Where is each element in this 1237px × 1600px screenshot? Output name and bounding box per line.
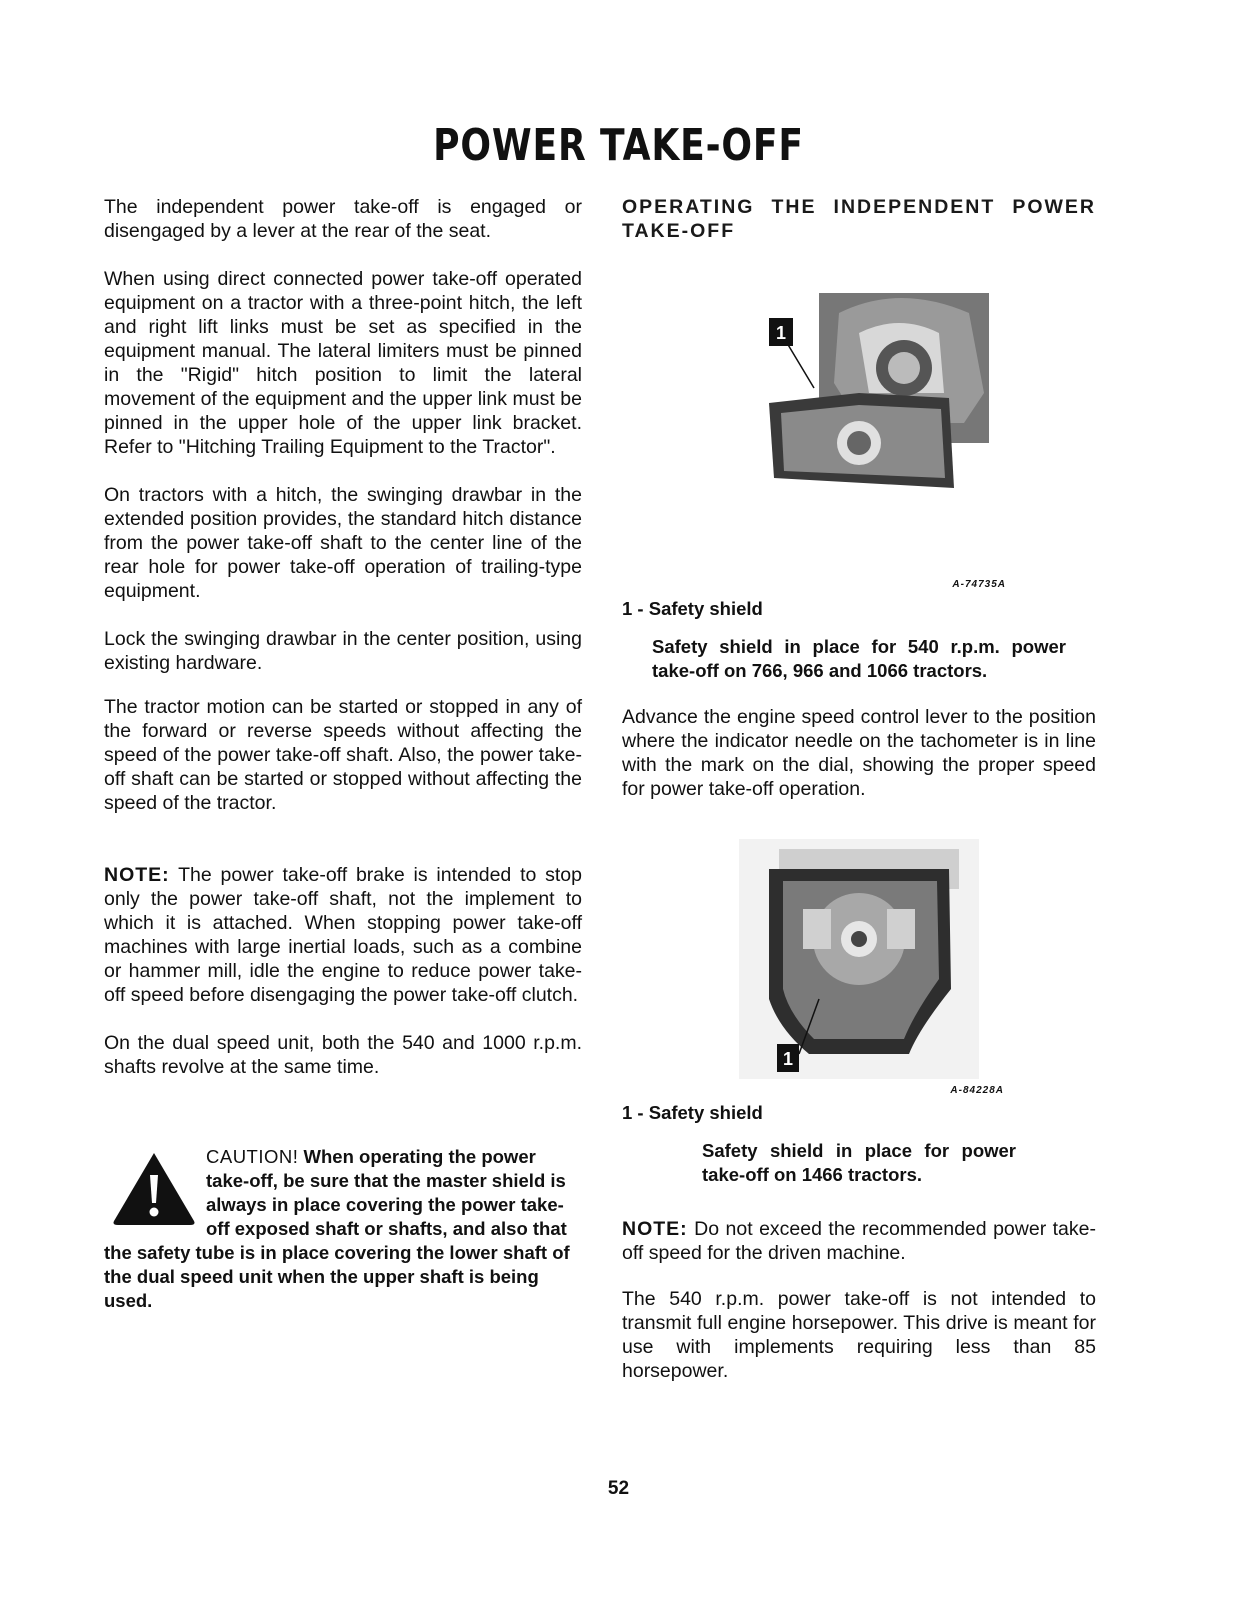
caution-label: CAUTION! — [206, 1146, 299, 1167]
figure-code: A-84228A — [950, 1085, 1004, 1096]
note-label: NOTE: — [104, 864, 170, 886]
note-brake — [104, 863, 582, 1007]
pto-shield-photo-1 — [709, 273, 1009, 513]
paragraph-lock-drawbar: Lock the swinging drawbar in the center position, using existing hardware. — [104, 628, 582, 674]
figure-legend: 1 - Safety shield — [622, 598, 763, 619]
paragraph-horsepower: The 540 r.p.m. power take-off is not intended to transmit full engine horsepower. This drive is meant for use with implements requiring less than 85 horsepower. — [622, 1288, 1096, 1382]
callout-number: 1 — [775, 323, 787, 343]
figure-legend: 1 - Safety shield — [622, 1102, 763, 1123]
note-speed — [622, 1217, 1096, 1265]
page-number: 52 — [607, 1478, 630, 1499]
note-text: Do not exceed the recommended power take-off speed for the driven machine. — [622, 1218, 1096, 1264]
callout-number: 1 — [782, 1049, 794, 1069]
note-label: NOTE: — [622, 1218, 688, 1240]
right-column — [622, 195, 1096, 1383]
section-heading: OPERATING THE INDEPENDENT POWER TAKE-OFF — [622, 196, 1096, 242]
caution-text: When operating the power take-off, be sure that the master shield is always in place covering the power take-off exposed shaft or shafts, and also that the safety tube is in place covering the lower shaft of the dual speed unit when the upper shaft is being used. — [104, 1146, 570, 1311]
note-text: The power take-off brake is intended to stop only the power take-off shaft, not the implement to which it is attached. When stopping power take-off machines with large inertial loads, such as a combine or hammer mill, idle the engine to reduce power take-off speed before disengaging the power take-off clutch. — [104, 864, 582, 1006]
page-title: POWER TAKE-OFF — [433, 120, 804, 171]
figure-safety-shield-540 — [622, 273, 1096, 590]
paragraph-three-point-hitch: When using direct connected power take-off operated equipment on a tractor with a three-point hitch, the left and right lift links must be set as specified in the equipment manual. The lateral limiters must be pinned in the "Rigid" hitch position to limit the lateral movement of the equipment and the upper link must be pinned in the upper hole of the upper link bracket. Refer to "Hitching Trailing Equipment to the Tractor". — [104, 268, 582, 458]
caution-block — [104, 1145, 582, 1313]
figure-caption: Safety shield in place for 540 r.p.m. power take-off on 766, 966 and 1066 tractors. — [652, 636, 1066, 681]
paragraph-dual-speed: On the dual speed unit, both the 540 and 1000 r.p.m. shafts revolve at the same time. — [104, 1032, 582, 1078]
figure-safety-shield-1466 — [622, 829, 1096, 1099]
figure-caption: Safety shield in place for power take-off on 1466 tractors. — [702, 1140, 1016, 1185]
paragraph-tractor-motion: The tractor motion can be started or stopped in any of the forward or reverse speeds without affecting the speed of the power take-off shaft. Also, the power take-off shaft can be started or stopped without affecting the speed of the tractor. — [104, 696, 582, 814]
warning-triangle-icon — [110, 1147, 198, 1227]
paragraph-swinging-drawbar: On tractors with a hitch, the swinging drawbar in the extended position provides, the standard hitch distance from the power take-off shaft to the center line of the rear hole for power take-off operation of trailing-type equipment. — [104, 484, 582, 602]
paragraph-engage: The independent power take-off is engaged or disengaged by a lever at the rear of the seat. — [104, 196, 582, 242]
pto-shield-photo-2 — [719, 829, 999, 1089]
paragraph-engine-speed: Advance the engine speed control lever to the position where the indicator needle on the tachometer is in line with the mark on the dial, showing the proper speed for power take-off operation. — [622, 706, 1096, 800]
left-column — [104, 195, 582, 1313]
figure-code: A-74735A — [952, 579, 1006, 590]
